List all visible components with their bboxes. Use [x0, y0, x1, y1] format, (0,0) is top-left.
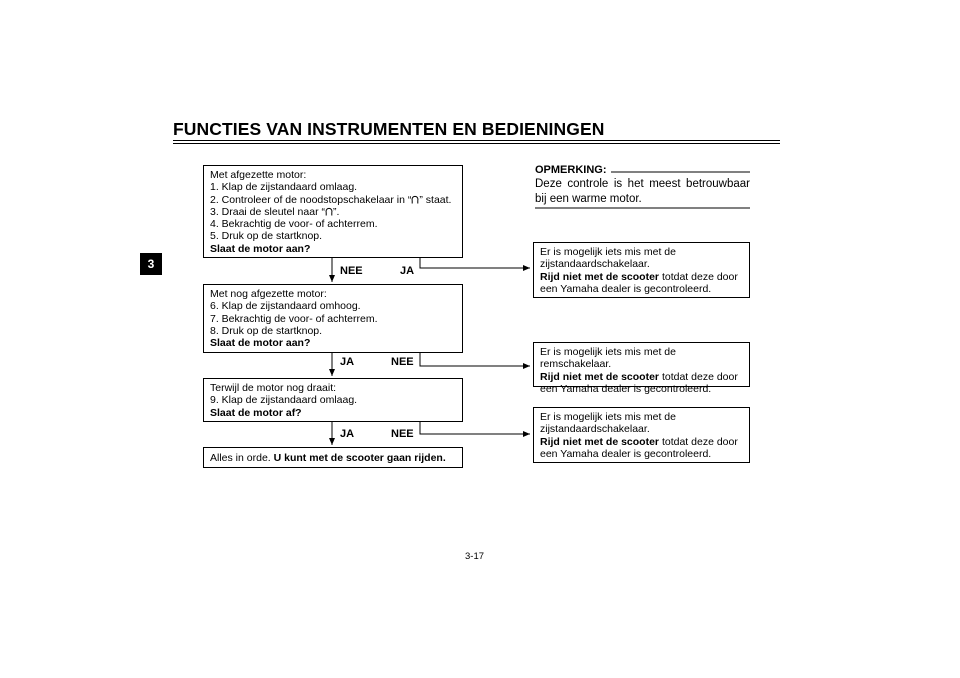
box3-intro: Terwijl de motor nog draait: [210, 382, 337, 394]
result1-line1: Er is mogelijk iets mis met de [540, 246, 676, 258]
box1-question: Slaat de motor aan? [210, 242, 311, 255]
chapter-tab: 3 [140, 253, 162, 275]
box1-step5: 5. Druk op de startknop. [210, 230, 323, 243]
box1-step2: 2. Controleer of de noodstopschakelaar in “ ” staat. [210, 193, 452, 206]
flow-step-box-1 [203, 165, 463, 258]
box2-step8: 8. Druk op de startknop. [210, 324, 323, 337]
branch1-right-label: JA [400, 265, 415, 277]
branch2-down-label: JA [340, 356, 355, 368]
branch3-right-label: NEE [391, 428, 414, 440]
box2-step6: 6. Klap de zijstandaard omhoog. [210, 300, 361, 313]
branch2-right-label: NEE [391, 356, 414, 368]
result3-warning: Rijd niet met de scooter totdat deze door [540, 435, 738, 448]
page-title: FUNCTIES VAN INSTRUMENTEN EN BEDIENINGEN [173, 119, 605, 139]
result3-line1: Er is mogelijk iets mis met de [540, 411, 676, 423]
box3-step9: 9. Klap de zijstandaard omlaag. [210, 394, 358, 407]
final-bold-text: U kunt met de scooter gaan rijden. [273, 452, 446, 464]
arrow-right-3 [420, 422, 530, 434]
result-box-1 [533, 242, 750, 298]
result1-last: een Yamaha dealer is gecontroleerd. [540, 282, 712, 295]
result2-last: een Yamaha dealer is gecontroleerd. [540, 382, 712, 395]
box1-step3: 3. Draai de sleutel naar “ ”. [210, 205, 340, 218]
result3-last: een Yamaha dealer is gecontroleerd. [540, 447, 712, 460]
box1-intro: Met afgezette motor: [210, 169, 307, 181]
box1-step4: 4. Bekrachtig de voor- of achterrem. [210, 218, 378, 231]
box2-question: Slaat de motor aan? [210, 337, 311, 350]
arrow-right-1 [420, 258, 530, 268]
flow-step-box-2 [203, 284, 463, 353]
branch3-down-label: JA [340, 428, 355, 440]
arrow-right-2 [420, 353, 530, 366]
flow-final-box [203, 447, 463, 468]
result-box-3 [533, 407, 750, 463]
result2-warning: Rijd niet met de scooter totdat deze door [540, 370, 738, 383]
page-number: 3-17 [465, 551, 485, 562]
result3-line2: zijstandaardschakelaar. [540, 423, 650, 436]
note-text: Deze controle is het meest betrouwbaar bij een warme motor. [535, 178, 750, 205]
result2-line1: Er is mogelijk iets mis met de remschakelaar. [540, 346, 676, 371]
box3-question: Slaat de motor af? [210, 406, 302, 419]
engine-stop-run-icon [325, 207, 333, 216]
box2-intro: Met nog afgezette motor: [210, 288, 327, 300]
box1-step1: 1. Klap de zijstandaard omlaag. [210, 181, 358, 194]
result1-line2: zijstandaardschakelaar. [540, 258, 650, 271]
result1-warning: Rijd niet met de scooter totdat deze door [540, 270, 738, 283]
final-prefix: Alles in orde. [210, 452, 271, 464]
flow-step-box-3 [203, 378, 463, 422]
branch1-down-label: NEE [340, 265, 363, 277]
box2-step7: 7. Bekrachtig de voor- of achterrem. [210, 312, 378, 325]
result-box-2 [533, 342, 750, 395]
note-heading: OPMERKING: [535, 164, 607, 176]
